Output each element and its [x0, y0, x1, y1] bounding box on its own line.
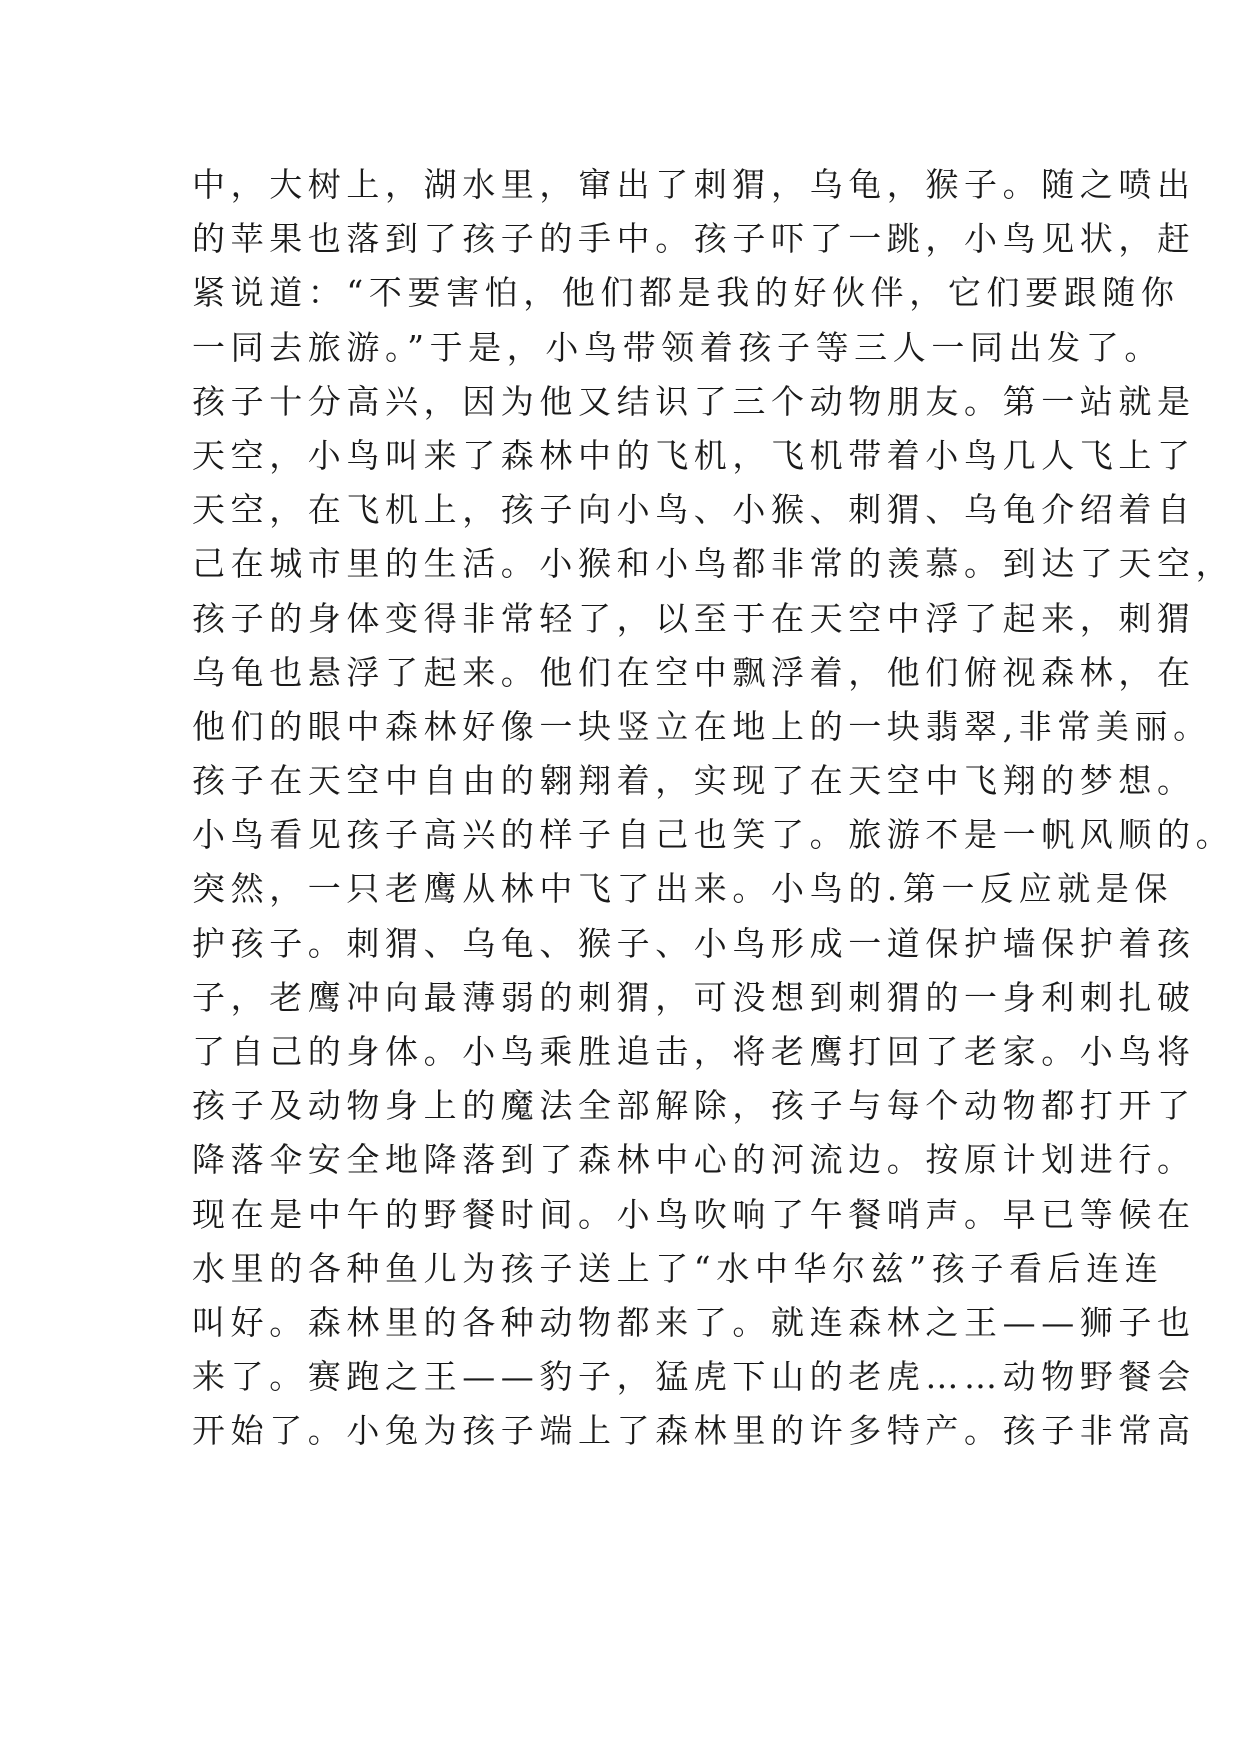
- text-line: 孩子及动物身上的魔法全部解除，孩子与每个动物都打开了: [192, 1086, 1196, 1126]
- text-line: 他们的眼中森林好像一块竖立在地上的一块翡翠,非常美丽。: [192, 706, 1212, 746]
- text-line: 现在是中午的野餐时间。小鸟吹响了午餐哨声。早已等候在: [192, 1194, 1196, 1234]
- text-line: 己在城市里的生活。小猴和小鸟都非常的羡慕。到达了天空，: [192, 544, 1235, 584]
- text-line: 一同去旅游。”于是，小鸟带领着孩子等三人一同出发了。: [192, 327, 1163, 367]
- text-line: 开始了。小兔为孩子端上了森林里的许多特产。孩子非常高: [192, 1411, 1196, 1451]
- text-line: 来了。赛跑之王——豹子，猛虎下山的老虎……动物野餐会: [192, 1357, 1196, 1397]
- text-line: 孩子十分高兴，因为他又结识了三个动物朋友。第一站就是: [192, 381, 1196, 421]
- text-line: 子，老鹰冲向最薄弱的刺猬，可没想到刺猬的一身利刺扎破: [192, 977, 1196, 1017]
- text-line: 天空，小鸟叫来了森林中的飞机，飞机带着小鸟几人飞上了: [192, 435, 1196, 475]
- text-line: 孩子的身体变得非常轻了，以至于在天空中浮了起来，刺猬: [192, 598, 1196, 638]
- text-line: 的苹果也落到了孩子的手中。孩子吓了一跳，小鸟见状，赶: [192, 219, 1196, 259]
- text-line: 了自己的身体。小鸟乘胜追击，将老鹰打回了老家。小鸟将: [192, 1032, 1196, 1071]
- body-text: [192, 158, 1235, 1459]
- text-line: 中，大树上，湖水里，窜出了刺猬，乌龟，猴子。随之喷出: [192, 165, 1196, 204]
- text-line: 降落伞安全地降落到了森林中心的河流边。按原计划进行。: [192, 1140, 1196, 1180]
- text-line: 护孩子。刺猬、乌龟、猴子、小鸟形成一道保护墙保护着孩: [192, 923, 1196, 963]
- text-line: 天空，在飞机上，孩子向小鸟、小猴、刺猬、乌龟介绍着自: [192, 490, 1196, 530]
- text-line: 突然，一只老鹰从林中飞了出来。小鸟的.第一反应就是保: [192, 869, 1174, 909]
- text-line: 紧说道：“不要害怕，他们都是我的好伙伴，它们要跟随你: [192, 273, 1180, 313]
- text-line: 小鸟看见孩子高兴的样子自己也笑了。旅游不是一帆风顺的。: [192, 815, 1235, 855]
- text-line: 乌龟也悬浮了起来。他们在空中飘浮着，他们俯视森林，在: [192, 652, 1196, 692]
- text-line: 水里的各种鱼儿为孩子送上了“水中华尔兹”孩子看后连连: [192, 1248, 1164, 1288]
- text-line: 孩子在天空中自由的翱翔着，实现了在天空中飞翔的梦想。: [192, 761, 1196, 801]
- text-line: 叫好。森林里的各种动物都来了。就连森林之王——狮子也: [192, 1302, 1196, 1342]
